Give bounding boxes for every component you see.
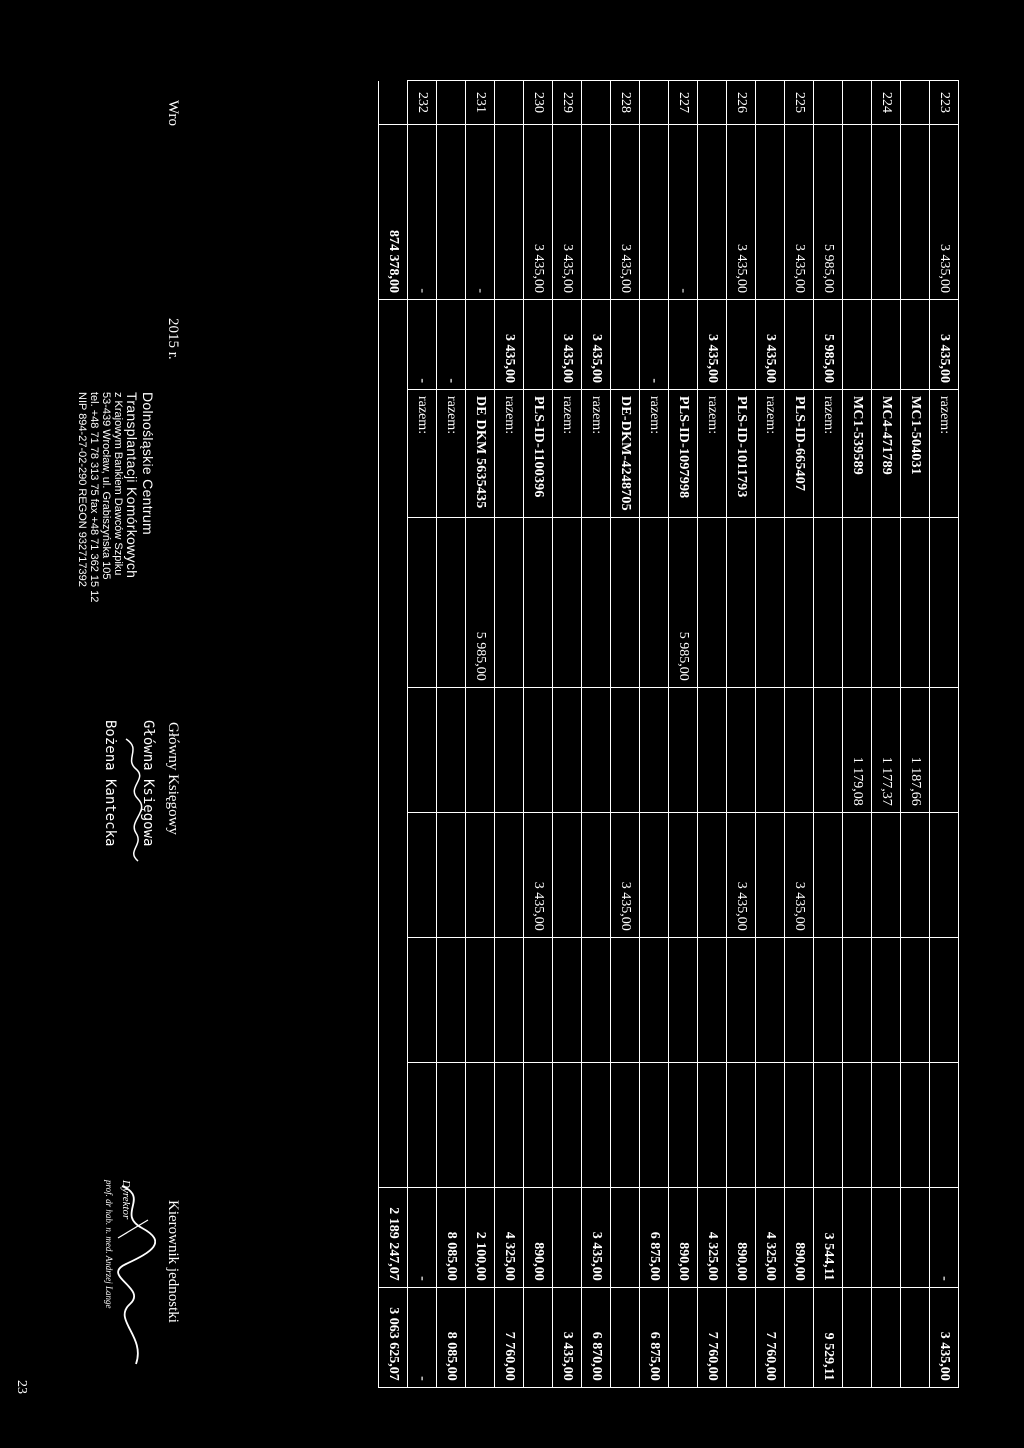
ledger-cell-a: - bbox=[466, 125, 495, 300]
ledger-cell-d bbox=[930, 517, 959, 687]
ledger-cell-no: 230 bbox=[524, 81, 553, 125]
ledger-cell-f: 3 435,00 bbox=[727, 812, 756, 937]
ledger-cell-no bbox=[756, 81, 785, 125]
ledger-cell-c: PLS-ID-1011793 bbox=[727, 390, 756, 518]
ledger-cell-a bbox=[872, 125, 901, 300]
ledger-cell-spare bbox=[930, 1062, 959, 1187]
chief-accountant-title: Główny Księgowy bbox=[165, 722, 181, 835]
ledger-cell-a: 3 435,00 bbox=[611, 125, 640, 300]
ledger-cell-d bbox=[698, 517, 727, 687]
ledger-cell-d bbox=[495, 517, 524, 687]
ledger-cell-i: 6 875,00 bbox=[640, 1287, 669, 1387]
page-number: 23 bbox=[14, 1380, 29, 1394]
ledger-cell-e bbox=[756, 687, 785, 812]
ledger-row bbox=[872, 81, 901, 1388]
ledger-cell-f bbox=[930, 812, 959, 937]
ledger-cell-no: 226 bbox=[727, 81, 756, 125]
stamp-line: tel. +48 71 78 313 75 fax +48 71 362 15 12 bbox=[88, 392, 100, 603]
ledger-cell-f: 3 435,00 bbox=[785, 812, 814, 937]
chief-signature-icon bbox=[120, 735, 144, 865]
stamp-line: NIP 894-27-02-290 REGON 932717392 bbox=[76, 392, 88, 587]
ledger-cell-e bbox=[553, 687, 582, 812]
ledger-cell-no bbox=[698, 81, 727, 125]
ledger-cell-a: 3 435,00 bbox=[727, 125, 756, 300]
ledger-cell-spare bbox=[669, 1062, 698, 1187]
chief-stamp-name: Bożena Kantecka bbox=[102, 720, 118, 847]
ledger-cell-h: 4 325,00 bbox=[756, 1187, 785, 1287]
ledger-row bbox=[843, 81, 872, 1388]
ledger-row bbox=[524, 81, 553, 1388]
ledger-cell-h: 8 085,00 bbox=[437, 1187, 466, 1287]
ledger-cell-b bbox=[466, 300, 495, 390]
ledger-cell-d bbox=[814, 517, 843, 687]
ledger-cell-f bbox=[843, 812, 872, 937]
ledger-cell-e bbox=[930, 687, 959, 812]
ledger-cell-spare bbox=[843, 1062, 872, 1187]
ledger-cell-i bbox=[727, 1287, 756, 1387]
ledger-cell-spare bbox=[901, 1062, 930, 1187]
stamp-line: 53-439 Wrocław, ul. Grabiszyńska 105 bbox=[100, 392, 112, 580]
ledger-row bbox=[814, 81, 843, 1388]
total-blank bbox=[379, 812, 408, 937]
ledger-cell-no: 224 bbox=[872, 81, 901, 125]
ledger-cell-spare bbox=[872, 1062, 901, 1187]
ledger-cell-i: 7 760,00 bbox=[698, 1287, 727, 1387]
ledger-cell-d bbox=[582, 517, 611, 687]
ledger-cell-b: 3 435,00 bbox=[553, 300, 582, 390]
ledger-cell-g bbox=[466, 937, 495, 1062]
ledger-cell-f bbox=[466, 812, 495, 937]
ledger-cell-g bbox=[901, 937, 930, 1062]
ledger-cell-e bbox=[611, 687, 640, 812]
ledger-cell-spare bbox=[698, 1062, 727, 1187]
ledger-cell-d bbox=[437, 517, 466, 687]
ledger-cell-g bbox=[698, 937, 727, 1062]
ledger-cell-d bbox=[553, 517, 582, 687]
ledger-cell-b bbox=[669, 300, 698, 390]
ledger-cell-spare bbox=[785, 1062, 814, 1187]
ledger-cell-no: 223 bbox=[930, 81, 959, 125]
ledger-cell-c: razem: bbox=[408, 390, 437, 518]
institution-stamp bbox=[76, 392, 156, 602]
ledger-cell-e bbox=[582, 687, 611, 812]
ledger-cell-f bbox=[901, 812, 930, 937]
ledger-cell-g bbox=[756, 937, 785, 1062]
ledger-cell-c: MC1-539589 bbox=[843, 390, 872, 518]
ledger-body bbox=[379, 81, 959, 1388]
ledger-cell-i: 8 085,00 bbox=[437, 1287, 466, 1387]
ledger-cell-a: 3 435,00 bbox=[553, 125, 582, 300]
ledger-row bbox=[727, 81, 756, 1388]
ledger-cell-e bbox=[727, 687, 756, 812]
ledger-cell-i bbox=[466, 1287, 495, 1387]
ledger-cell-a bbox=[640, 125, 669, 300]
ledger-row bbox=[437, 81, 466, 1388]
ledger-cell-g bbox=[553, 937, 582, 1062]
ledger-cell-f bbox=[814, 812, 843, 937]
ledger-row bbox=[698, 81, 727, 1388]
ledger-row bbox=[408, 81, 437, 1388]
ledger-cell-h bbox=[553, 1187, 582, 1287]
ledger-row bbox=[785, 81, 814, 1388]
ledger-cell-spare bbox=[408, 1062, 437, 1187]
ledger-cell-g bbox=[524, 937, 553, 1062]
ledger-cell-h: 4 325,00 bbox=[698, 1187, 727, 1287]
ledger-cell-a: 3 435,00 bbox=[930, 125, 959, 300]
ledger-cell-b: - bbox=[437, 300, 466, 390]
ledger-cell-e: 1 177,37 bbox=[872, 687, 901, 812]
ledger-cell-b bbox=[872, 300, 901, 390]
ledger-cell-a bbox=[582, 125, 611, 300]
ledger-cell-spare bbox=[814, 1062, 843, 1187]
ledger-cell-h: - bbox=[408, 1187, 437, 1287]
ledger-cell-f bbox=[437, 812, 466, 937]
ledger-cell-f bbox=[553, 812, 582, 937]
ledger-cell-f bbox=[756, 812, 785, 937]
stamp-line: Transplantacji Komórkowych bbox=[124, 392, 140, 579]
ledger-cell-no bbox=[437, 81, 466, 125]
ledger-cell-c: DE DKM 5635435 bbox=[466, 390, 495, 518]
ledger-cell-g bbox=[495, 937, 524, 1062]
ledger-cell-a: - bbox=[669, 125, 698, 300]
ledger-cell-i bbox=[785, 1287, 814, 1387]
ledger-cell-g bbox=[814, 937, 843, 1062]
director-label: Dyrektor bbox=[120, 1180, 132, 1220]
total-blank bbox=[379, 687, 408, 812]
ledger-row bbox=[466, 81, 495, 1388]
ledger-cell-a: - bbox=[408, 125, 437, 300]
ledger-cell-b: 3 435,00 bbox=[930, 300, 959, 390]
total-blank bbox=[379, 1062, 408, 1187]
ledger-cell-g bbox=[843, 937, 872, 1062]
ledger-row bbox=[582, 81, 611, 1388]
ledger-cell-no: 229 bbox=[553, 81, 582, 125]
total-cell: 874 378,00 bbox=[379, 125, 408, 300]
ledger-cell-spare bbox=[495, 1062, 524, 1187]
ledger-cell-i bbox=[524, 1287, 553, 1387]
ledger-cell-d: 5 985,00 bbox=[669, 517, 698, 687]
ledger-row bbox=[495, 81, 524, 1388]
ledger-cell-g bbox=[611, 937, 640, 1062]
ledger-cell-no: 232 bbox=[408, 81, 437, 125]
ledger-cell-b bbox=[785, 300, 814, 390]
ledger-cell-no bbox=[495, 81, 524, 125]
ledger-cell-b: - bbox=[408, 300, 437, 390]
chief-stamp-role: Główna Księgowa bbox=[140, 720, 156, 847]
ledger-cell-c: PLS-ID-665407 bbox=[785, 390, 814, 518]
ledger-cell-c: razem: bbox=[582, 390, 611, 518]
ledger-cell-f bbox=[698, 812, 727, 937]
ledger-cell-h bbox=[843, 1187, 872, 1287]
ledger-cell-f bbox=[669, 812, 698, 937]
ledger-cell-c: razem: bbox=[814, 390, 843, 518]
ledger-cell-i: 7 760,00 bbox=[495, 1287, 524, 1387]
ledger-cell-i: 3 435,00 bbox=[930, 1287, 959, 1387]
ledger-cell-b bbox=[727, 300, 756, 390]
ledger-cell-h bbox=[611, 1187, 640, 1287]
ledger-cell-spare bbox=[466, 1062, 495, 1187]
ledger-cell-b: 3 435,00 bbox=[756, 300, 785, 390]
ledger-cell-h: 4 325,00 bbox=[495, 1187, 524, 1287]
ledger-cell-b bbox=[901, 300, 930, 390]
total-cell: 2 189 247,07 bbox=[379, 1187, 408, 1287]
ledger-row bbox=[669, 81, 698, 1388]
ledger-cell-i: 6 870,00 bbox=[582, 1287, 611, 1387]
ledger-cell-c: PLS-ID-1097998 bbox=[669, 390, 698, 518]
ledger-cell-f bbox=[640, 812, 669, 937]
ledger-cell-d bbox=[524, 517, 553, 687]
total-blank bbox=[379, 81, 408, 125]
stamp-line: z Krajowym Bankiem Dawców Szpiku bbox=[112, 392, 124, 576]
ledger-cell-e bbox=[640, 687, 669, 812]
ledger-cell-c: razem: bbox=[756, 390, 785, 518]
ledger-cell-b bbox=[611, 300, 640, 390]
ledger-cell-g bbox=[437, 937, 466, 1062]
ledger-cell-no bbox=[582, 81, 611, 125]
ledger-cell-i bbox=[611, 1287, 640, 1387]
ledger-cell-c: razem: bbox=[698, 390, 727, 518]
ledger-cell-a bbox=[437, 125, 466, 300]
ledger-cell-d bbox=[756, 517, 785, 687]
ledger-cell-b: - bbox=[640, 300, 669, 390]
ledger-cell-no bbox=[843, 81, 872, 125]
ledger-cell-i bbox=[669, 1287, 698, 1387]
ledger-cell-b: 3 435,00 bbox=[582, 300, 611, 390]
ledger-cell-f: 3 435,00 bbox=[524, 812, 553, 937]
ledger-cell-c: DE-DKM-4248705 bbox=[611, 390, 640, 518]
ledger-cell-h bbox=[872, 1187, 901, 1287]
ledger-cell-g bbox=[930, 937, 959, 1062]
ledger-cell-no: 231 bbox=[466, 81, 495, 125]
head-of-unit-title: Kierownik jednostki bbox=[165, 1200, 181, 1323]
ledger-cell-i: 7 760,00 bbox=[756, 1287, 785, 1387]
ledger-cell-b bbox=[524, 300, 553, 390]
ledger-cell-spare bbox=[524, 1062, 553, 1187]
ledger-cell-a bbox=[756, 125, 785, 300]
total-blank bbox=[379, 937, 408, 1062]
place: Wro bbox=[165, 100, 181, 127]
ledger-cell-no bbox=[901, 81, 930, 125]
ledger-cell-b bbox=[843, 300, 872, 390]
ledger-cell-a: 3 435,00 bbox=[524, 125, 553, 300]
ledger-cell-i bbox=[843, 1287, 872, 1387]
ledger-cell-no: 228 bbox=[611, 81, 640, 125]
ledger-cell-e: 1 179,08 bbox=[843, 687, 872, 812]
totals-row bbox=[379, 81, 408, 1388]
ledger-row bbox=[930, 81, 959, 1388]
ledger-cell-d bbox=[727, 517, 756, 687]
ledger-cell-d bbox=[640, 517, 669, 687]
ledger-cell-i: 3 435,00 bbox=[553, 1287, 582, 1387]
ledger-cell-a: 5 985,00 bbox=[814, 125, 843, 300]
ledger-cell-e bbox=[785, 687, 814, 812]
total-blank bbox=[379, 517, 408, 687]
ledger-cell-i: 9 529,11 bbox=[814, 1287, 843, 1387]
ledger-cell-no bbox=[814, 81, 843, 125]
ledger-cell-a bbox=[843, 125, 872, 300]
ledger-cell-h: 6 875,00 bbox=[640, 1187, 669, 1287]
ledger-cell-d bbox=[872, 517, 901, 687]
ledger-cell-no bbox=[640, 81, 669, 125]
ledger-row bbox=[553, 81, 582, 1388]
ledger-cell-c: razem: bbox=[495, 390, 524, 518]
director-signature-icon bbox=[112, 1180, 156, 1370]
ledger-cell-c: razem: bbox=[640, 390, 669, 518]
total-cell: 3 063 625,07 bbox=[379, 1287, 408, 1387]
ledger-cell-h: 890,00 bbox=[524, 1187, 553, 1287]
director-name: prof. dr hab. n. med. Andrzej Lange bbox=[104, 1180, 114, 1309]
ledger-cell-g bbox=[582, 937, 611, 1062]
ledger-cell-no: 227 bbox=[669, 81, 698, 125]
ledger-cell-e bbox=[669, 687, 698, 812]
ledger-cell-d bbox=[901, 517, 930, 687]
ledger-cell-f: 3 435,00 bbox=[611, 812, 640, 937]
ledger-cell-e bbox=[814, 687, 843, 812]
ledger-cell-h: 890,00 bbox=[785, 1187, 814, 1287]
ledger-cell-c: MC4-471789 bbox=[872, 390, 901, 518]
ledger-row bbox=[901, 81, 930, 1388]
ledger-table bbox=[378, 80, 959, 1388]
ledger-cell-b: 3 435,00 bbox=[698, 300, 727, 390]
ledger-cell-d bbox=[408, 517, 437, 687]
ledger-cell-spare bbox=[611, 1062, 640, 1187]
ledger-cell-spare bbox=[640, 1062, 669, 1187]
ledger-cell-b: 5 985,00 bbox=[814, 300, 843, 390]
stamp-line: Dolnośląskie Centrum bbox=[140, 392, 156, 535]
ledger-cell-b: 3 435,00 bbox=[495, 300, 524, 390]
ledger-cell-e bbox=[698, 687, 727, 812]
ledger-cell-g bbox=[640, 937, 669, 1062]
ledger-row bbox=[640, 81, 669, 1388]
ledger-cell-a bbox=[901, 125, 930, 300]
document-date: 2015 r. bbox=[165, 318, 181, 360]
ledger-cell-spare bbox=[756, 1062, 785, 1187]
total-blank bbox=[379, 300, 408, 390]
ledger-cell-spare bbox=[553, 1062, 582, 1187]
ledger-cell-d bbox=[611, 517, 640, 687]
ledger-cell-spare bbox=[437, 1062, 466, 1187]
ledger-cell-c: PLS-ID-1100396 bbox=[524, 390, 553, 518]
ledger-cell-d bbox=[843, 517, 872, 687]
ledger-cell-e bbox=[408, 687, 437, 812]
total-blank bbox=[379, 390, 408, 518]
ledger-cell-f bbox=[582, 812, 611, 937]
ledger-cell-h bbox=[901, 1187, 930, 1287]
ledger-cell-spare bbox=[582, 1062, 611, 1187]
ledger-cell-d: 5 985,00 bbox=[466, 517, 495, 687]
ledger-cell-g bbox=[408, 937, 437, 1062]
ledger-cell-i: - bbox=[408, 1287, 437, 1387]
ledger-cell-a bbox=[495, 125, 524, 300]
ledger-cell-e bbox=[495, 687, 524, 812]
ledger-cell-a bbox=[698, 125, 727, 300]
ledger-cell-g bbox=[872, 937, 901, 1062]
ledger-cell-e bbox=[437, 687, 466, 812]
ledger-cell-spare bbox=[727, 1062, 756, 1187]
ledger-row bbox=[611, 81, 640, 1388]
ledger-cell-g bbox=[785, 937, 814, 1062]
ledger-cell-i bbox=[901, 1287, 930, 1387]
ledger-cell-h: 2 100,00 bbox=[466, 1187, 495, 1287]
ledger-cell-c: razem: bbox=[553, 390, 582, 518]
ledger-cell-f bbox=[872, 812, 901, 937]
ledger-cell-a: 3 435,00 bbox=[785, 125, 814, 300]
ledger-cell-c: razem: bbox=[930, 390, 959, 518]
ledger-cell-c: MC1-504031 bbox=[901, 390, 930, 518]
ledger-cell-h: 890,00 bbox=[669, 1187, 698, 1287]
ledger-cell-f bbox=[495, 812, 524, 937]
ledger-cell-g bbox=[727, 937, 756, 1062]
ledger-cell-e bbox=[466, 687, 495, 812]
ledger-cell-c: razem: bbox=[437, 390, 466, 518]
ledger-cell-g bbox=[669, 937, 698, 1062]
ledger-cell-d bbox=[785, 517, 814, 687]
ledger-cell-h: 890,00 bbox=[727, 1187, 756, 1287]
ledger-cell-e bbox=[524, 687, 553, 812]
ledger-row bbox=[756, 81, 785, 1388]
ledger-cell-h: 3 435,00 bbox=[582, 1187, 611, 1287]
ledger-cell-i bbox=[872, 1287, 901, 1387]
ledger-cell-h: 3 544,11 bbox=[814, 1187, 843, 1287]
ledger-cell-no: 225 bbox=[785, 81, 814, 125]
ledger-cell-f bbox=[408, 812, 437, 937]
ledger-cell-h: - bbox=[930, 1187, 959, 1287]
ledger-cell-e: 1 187,66 bbox=[901, 687, 930, 812]
